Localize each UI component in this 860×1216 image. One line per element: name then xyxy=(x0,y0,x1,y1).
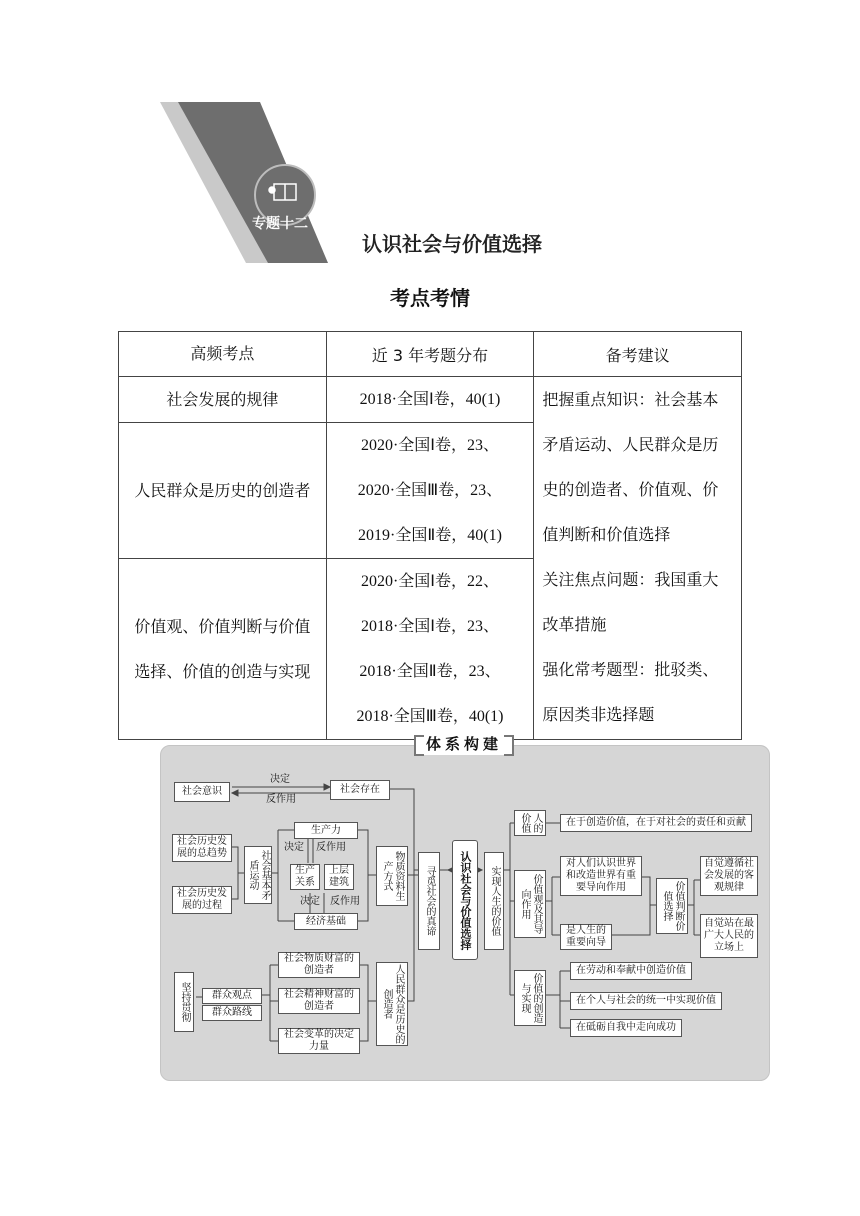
label-react-2: 反作用 xyxy=(316,842,346,853)
box-productive-forces: 生产力 xyxy=(294,822,358,839)
header-topic: 高频考点 xyxy=(119,332,327,377)
advice-line: 把握重点知识：社会基本 xyxy=(542,390,719,409)
box-create-c: 在砥砺自我中走向成功 xyxy=(570,1019,682,1037)
box-seek-truth: 寻觅社会的真谛 xyxy=(418,852,440,950)
chapter-title: 认识社会与价值选择 xyxy=(362,232,542,256)
table-row xyxy=(119,377,742,423)
exam-item: 2020·全国Ⅰ卷，23、 xyxy=(360,437,500,454)
header-distribution: 近 3 年考题分布 xyxy=(326,332,534,377)
box-values-role-a: 对人们认识世界和改造世界有重要导向作用 xyxy=(560,856,642,896)
box-mass-line: 群众路线 xyxy=(202,1005,262,1021)
advice-line: 史的创造者、价值观、价 xyxy=(542,480,719,499)
topic-cell xyxy=(119,559,327,740)
exam-item: 2018·全国Ⅱ卷，23、 xyxy=(359,663,501,680)
advice-line: 强化常考题型：批驳类、 xyxy=(542,660,719,679)
exam-item: 2020·全国Ⅰ卷，22、 xyxy=(360,573,500,590)
topic-line: 价值观、价值判断与价值 xyxy=(134,617,311,636)
exam-points-table xyxy=(118,331,742,740)
box-values-role-b: 是人生的重要向导 xyxy=(560,924,612,950)
chapter-banner xyxy=(150,100,340,265)
box-create-realize: 价值的创造与实现 xyxy=(514,970,546,1026)
topic-cell: 人民群众是历史的创造者 xyxy=(119,423,327,559)
box-create-b: 在个人与社会的统一中实现价值 xyxy=(570,992,722,1010)
box-social-existence: 社会存在 xyxy=(330,780,390,800)
exam-item: 2018·全国Ⅰ卷，23、 xyxy=(360,618,500,635)
box-follow-law: 自觉遵循社会发展的客观规律 xyxy=(700,856,758,896)
advice-line: 矛盾运动、人民群众是历 xyxy=(542,435,719,454)
label-decide: 决定 xyxy=(270,774,290,785)
topic-line: 选择、价值的创造与实现 xyxy=(134,662,311,681)
box-judgment-choice: 价值判断价值选择 xyxy=(656,878,688,934)
box-social-change: 社会变革的决定力量 xyxy=(278,1028,360,1054)
exam-item: 2020·全国Ⅲ卷，23、 xyxy=(357,482,503,499)
advice-line: 值判断和价值选择 xyxy=(542,525,671,544)
table-header-row xyxy=(119,332,742,377)
box-create-a: 在劳动和奉献中创造价值 xyxy=(570,962,692,980)
box-human-value: 人的价值 xyxy=(514,810,546,836)
exam-item: 2018·全国Ⅰ卷，40(1) xyxy=(359,391,501,408)
topic-number: 专题十二 xyxy=(252,216,308,232)
box-people-creators: 人民群众是历史的创造者 xyxy=(376,962,408,1046)
exam-item: 2018·全国Ⅲ卷，40(1) xyxy=(356,708,504,725)
box-realize-value: 实现人生的价值 xyxy=(484,852,504,950)
section-title: 考点考情 xyxy=(390,286,470,310)
box-history-process: 社会历史发展的过程 xyxy=(172,886,232,914)
exam-item: 2019·全国Ⅱ卷，40(1) xyxy=(358,527,502,544)
header-advice: 备考建议 xyxy=(534,332,742,377)
box-social-consciousness: 社会意识 xyxy=(174,782,230,802)
advice-cell xyxy=(534,377,742,740)
box-stand-people: 自觉站在最广大人民的立场上 xyxy=(700,914,758,958)
advice-line: 原因类非选择题 xyxy=(542,705,655,724)
box-values-role: 价值观及其导向作用 xyxy=(514,870,546,938)
box-basic-contradiction: 社会基本矛盾运动 xyxy=(244,846,272,904)
label-react: 反作用 xyxy=(266,794,296,805)
label-decide-2: 决定 xyxy=(284,842,304,853)
advice-line: 关注焦点问题：我国重大 xyxy=(542,570,719,589)
label-react-3: 反作用 xyxy=(330,896,360,907)
topic-cell: 社会发展的规律 xyxy=(119,377,327,423)
concept-map-label: 体系构建 xyxy=(414,733,514,755)
box-human-value-desc: 在于创造价值，在于对社会的责任和贡献 xyxy=(560,814,752,832)
distribution-cell xyxy=(326,559,534,740)
box-center-title: 认识社会与价值选择 xyxy=(452,840,478,960)
box-spiritual-wealth: 社会精神财富的创造者 xyxy=(278,988,360,1014)
box-persist: 坚持贯彻 xyxy=(174,972,194,1032)
advice-line: 改革措施 xyxy=(542,615,607,634)
box-mode-of-production: 物质资料生产方式 xyxy=(376,846,408,906)
label-decide-3: 决定 xyxy=(300,896,320,907)
box-mass-view: 群众观点 xyxy=(202,988,262,1004)
box-material-wealth: 社会物质财富的创造者 xyxy=(278,952,360,978)
box-economic-base: 经济基础 xyxy=(294,913,358,930)
box-relations-of-production: 生产关系 xyxy=(290,864,320,890)
distribution-cell xyxy=(326,377,534,423)
box-history-trend: 社会历史发展的总趋势 xyxy=(172,834,232,862)
box-superstructure: 上层建筑 xyxy=(324,864,354,890)
distribution-cell xyxy=(326,423,534,559)
